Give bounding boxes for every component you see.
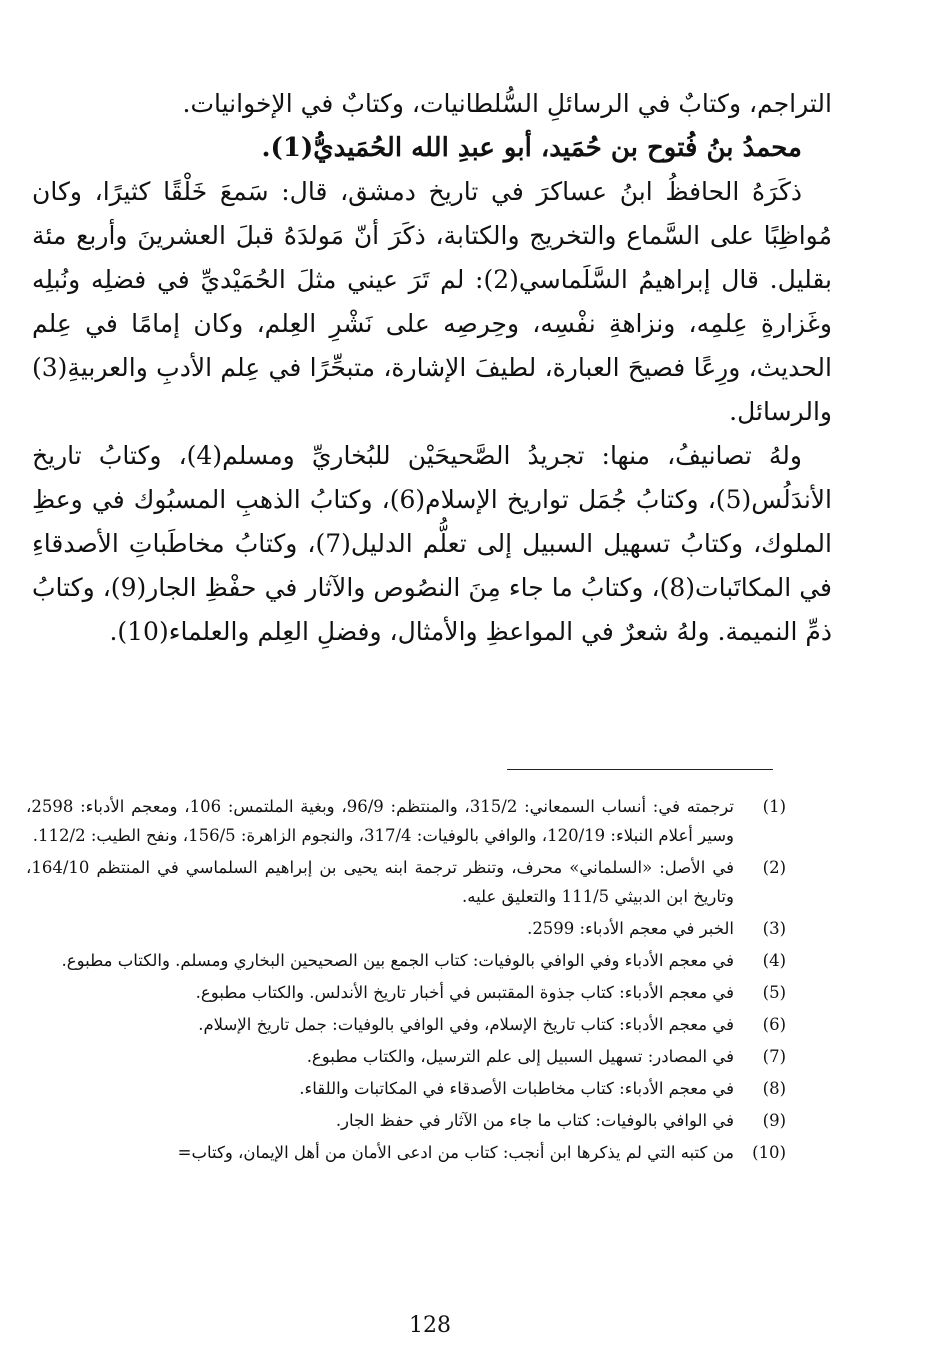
footnote-number: (1) <box>762 797 786 816</box>
footnote-8 <box>26 1074 786 1103</box>
footnote-5 <box>26 978 786 1007</box>
main-text <box>32 82 832 654</box>
footnote-6 <box>26 1010 786 1039</box>
footnote-number: (3) <box>762 919 786 938</box>
footnote-number: (8) <box>762 1079 786 1098</box>
entry-heading: محمدُ بنُ فُتوح بن حُمَيد، أبو عبدِ الله الحُمَيديُّ(1). <box>261 133 802 163</box>
footnote-number: (10) <box>752 1143 786 1162</box>
footnote-text: في معجم الأدباء وفي الوافي بالوفيات: كتاب الجمع بين الصحيحين البخاري ومسلم. والكتاب مطبوع. <box>61 951 734 970</box>
footnote-10 <box>26 1138 786 1167</box>
footnote-text: في معجم الأدباء: كتاب مخاطبات الأصدقاء في المكاتبات واللقاء. <box>299 1079 734 1098</box>
page-number: 128 <box>409 1313 451 1338</box>
footnote-number: (9) <box>762 1111 786 1130</box>
footnote-7 <box>26 1042 786 1071</box>
footnote-number: (5) <box>762 983 786 1002</box>
footnote-number: (4) <box>762 951 786 970</box>
paragraph-works: ولهُ تصانيفُ، منها: تجريدُ الصَّحيحَيْن للبُخاريِّ ومسلم(4)، وكتابُ تاريخ الأندَلُس(5)، وكتابُ جُمَل تواريخ الإسلام(6)، وكتابُ الذهبِ المسبُوك في وعظِ الملوك، وكتابُ تسهيل السبيل إلى تعلُّم الدليل(7)، وكتابُ مخاطَباتِ الأصدقاءِ في المكاتَبات(8)، وكتابُ ما جاء مِنَ النصُوص والآثار في حفْظِ الجار(9)، وكتابُ ذمِّ النميمة. ولهُ شعرٌ في المواعظِ والأمثال، وفضلِ العِلم والعلماء(10). <box>32 441 832 646</box>
footnote-1 <box>26 792 786 850</box>
footnote-text: في الأصل: «السلماني» محرف، وتنظر ترجمة ابنه يحيى بن إبراهيم السلماسي في المنتظم 164/10، وتاريخ ابن الدبيثي 111/5 والتعليق عليه. <box>26 858 734 906</box>
footnote-text: في المصادر: تسهيل السبيل إلى علم الترسيل، والكتاب مطبوع. <box>306 1047 734 1066</box>
footnote-number: (6) <box>762 1015 786 1034</box>
footnote-text: في معجم الأدباء: كتاب تاريخ الإسلام، وفي الوافي بالوفيات: جمل تاريخ الإسلام. <box>198 1015 734 1034</box>
footnote-2 <box>26 853 786 911</box>
footnotes <box>26 792 786 1170</box>
footnote-3 <box>26 914 786 943</box>
footnote-text: في معجم الأدباء: كتاب جذوة المقتبس في أخبار تاريخ الأندلس. والكتاب مطبوع. <box>195 983 734 1002</box>
footnote-text: ترجمته في: أنساب السمعاني: 315/2، والمنتظم: 96/9، وبغية الملتمس: 106، ومعجم الأدباء: 2598، وسير أعلام النبلاء: 120/19، والوافي بالوفيات: 317/4، والنجوم الزاهرة: 156/5، ونفح الطيب: 112/2. <box>26 797 734 845</box>
footnote-9 <box>26 1106 786 1135</box>
footnote-4 <box>26 946 786 975</box>
paragraph-biography: ذكَرَهُ الحافظُ ابنُ عساكرَ في تاريخ دمشق، قال: سَمعَ خَلْقًا كثيرًا، وكان مُواظِبًا على السَّماع والتخريج والكتابة، ذكَرَ أنّ مَولدَهُ قبلَ العشرينَ وأربع مئة بقليل. قال إبراهيمُ السَّلَماسي(2): لم تَرَ عيني مثلَ الحُمَيْديِّ في فضلِه ونُبلِه وغَزارةِ عِلمِه، ونزاهةِ نفْسِه، وحِرصِه على نَشْرِ العِلم، وكان إمامًا في عِلم الحديث، ورِعًا فصيحَ العبارة، لطيفَ الإشارة، متبحِّرًا في عِلم الأدبِ والعربيةِ(3) والرسائل. <box>32 177 832 426</box>
footnote-separator <box>507 769 773 770</box>
footnote-text: من كتبه التي لم يذكرها ابن أنجب: كتاب من ادعى الأمان من أهل الإيمان، وكتاب= <box>177 1143 734 1162</box>
footnote-number: (7) <box>762 1047 786 1066</box>
footnote-text: في الوافي بالوفيات: كتاب ما جاء من الآثار في حفظ الجار. <box>335 1111 734 1130</box>
continuation-line: التراجم، وكتابٌ في الرسائلِ السُّلطانيات، وكتابٌ في الإخوانيات. <box>182 89 832 118</box>
footnote-number: (2) <box>762 858 786 877</box>
footnote-text: الخبر في معجم الأدباء: 2599. <box>527 919 734 938</box>
